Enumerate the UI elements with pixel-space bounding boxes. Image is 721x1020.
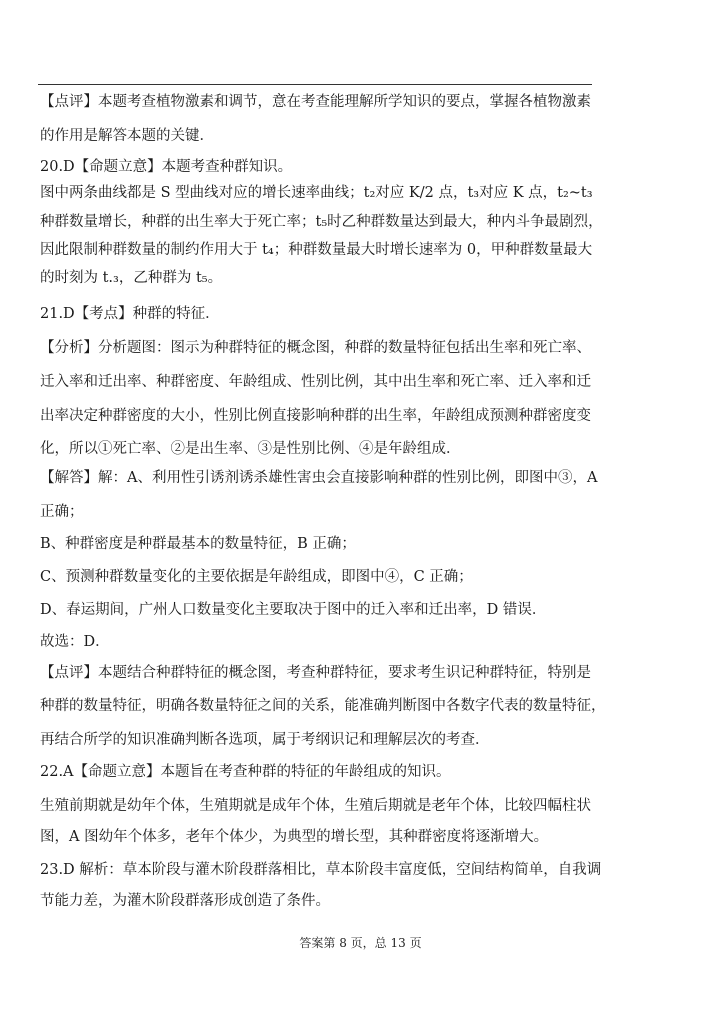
text-line: 故选：D．: [40, 634, 110, 650]
text-line: 【点评】本题考查植物激素和调节，意在考查能理解所学知识的要点，掌握各植物激素: [40, 94, 591, 110]
text-line: 22.A【命题立意】本题旨在考查种群的特征的年龄组成的知识。: [40, 764, 451, 780]
text-line: 种群数量增长，种群的出生率大于死亡率；t₅时乙种群数量达到最大，种内斗争最剧烈，: [40, 214, 603, 230]
text-line: 23.D 解析：草本阶段与灌木阶段群落相比，草本阶段丰富度低，空间结构简单，自我调: [40, 862, 602, 878]
text-line: 出率决定种群密度的大小，性别比例直接影响种群的出生率，年龄组成预测种群密度变: [40, 408, 591, 424]
text-line: 因此限制种群数量的制约作用大于 t₄；种群数量最大时增长速率为 0，甲种群数量最大: [40, 242, 593, 258]
header-rule: [38, 84, 592, 85]
text-line: 【解答】解：A、利用性引诱剂诱杀雄性害虫会直接影响种群的性别比例，即图中③，A: [40, 470, 598, 486]
text-line: 种群的数量特征，明确各数量特征之间的关系，能准确判断图中各数字代表的数量特征，: [40, 698, 606, 714]
text-line: 生殖前期就是幼年个体，生殖期就是成年个体，生殖后期就是老年个体，比较四幅柱状: [40, 798, 591, 814]
text-line: 20.D【命题立意】本题考查种群知识。: [40, 159, 293, 175]
text-line: 【分析】分析题图：图示为种群特征的概念图，种群的数量特征包括出生率和死亡率、: [40, 340, 591, 356]
text-line: 21.D【考点】种群的特征．: [40, 306, 220, 322]
text-line: D、春运期间，广州人口数量变化主要取决于图中的迁入率和迁出率，D 错误．: [40, 602, 547, 618]
text-line: C、预测种群数量变化的主要依据是年龄组成，即图中④，C 正确；: [40, 569, 473, 585]
text-line: 图中两条曲线都是 S 型曲线对应的增长速率曲线；t₂对应 K/2 点，t₃对应 K 点，t₂~t₃: [40, 185, 593, 201]
text-line: 图，A 图幼年个体多，老年个体少，为典型的增长型，其种群密度将逐渐增大。: [40, 829, 549, 845]
text-line: 化，所以①死亡率、②是出生率、③是性别比例、④是年龄组成．: [40, 441, 461, 457]
text-line: B、种群密度是种群最基本的数量特征，B 正确；: [40, 536, 356, 552]
text-line: 【点评】本题结合种群特征的概念图，考查种群特征，要求考生识记种群特征，特别是: [40, 665, 591, 681]
text-line: 的作用是解答本题的关键．: [40, 128, 214, 144]
text-line: 正确；: [40, 504, 84, 520]
text-line: 再结合所学的知识准确判断各选项，属于考纲识记和理解层次的考查．: [40, 732, 490, 748]
text-line: 节能力差，为灌木阶段群落形成创造了条件。: [40, 893, 330, 909]
text-line: 迁入率和迁出率、种群密度、年龄组成、性别比例，其中出生率和死亡率、迁入率和迁: [40, 374, 591, 390]
text-line: 的时刻为 t.₃，乙种群为 t₅。: [40, 270, 223, 286]
page-footer: 答案第 8 页，总 13 页: [299, 936, 422, 950]
